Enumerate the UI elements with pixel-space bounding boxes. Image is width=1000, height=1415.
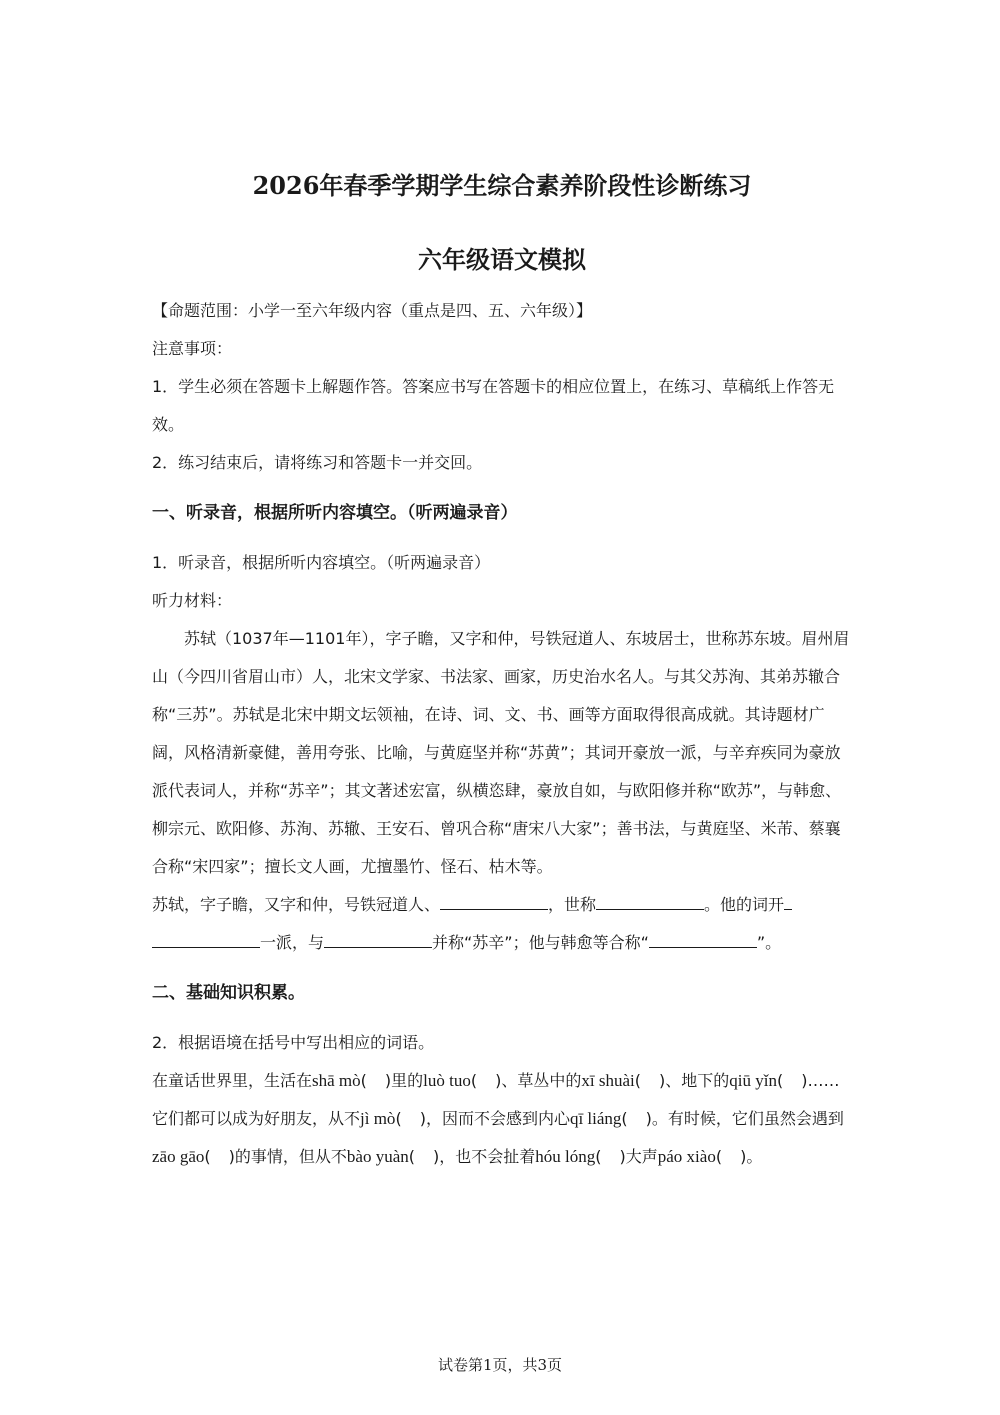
q2-text: ，因而不会感到内心 [425, 1109, 570, 1128]
answer-blank[interactable] [649, 931, 757, 948]
listening-passage: 苏轼（1037年—1101年），字子瞻，又字和仲，号铁冠道人、东坡居士，世称苏东坡。眉州眉山（今四川省眉山市）人，北宋文学家、书法家、画家，历史治水名人。与其父苏洵、其弟苏辙合称“三苏”。苏轼是北宋中期文坛领袖，在诗、词、文、书、画等方面取得很高成就。其诗题材广阔，风格清新豪健，善用夸张、比喻，与黄庭坚并称“苏黄”；其词开豪放一派，与辛弃疾同为豪放派代表词人，并称“苏辛”；其文著述宏富，纵横恣肆，豪放自如，与欧阳修并称“欧苏”，与韩愈、柳宗元、欧阳修、苏洵、苏辙、王安石、曾巩合称“唐宋八大家”；善书法，与黄庭坚、米芾、蔡襄合称“宋四家”；擅长文人画，尤擅墨竹、怪石、枯木等。 [152, 629, 850, 876]
answer-blank[interactable] [596, 893, 704, 910]
q2-text: ，也不会扯着 [439, 1147, 536, 1166]
question-2-body: 在童话世界里，生活在shā mò( )里的luò tuo( )、草丛中的xī shuài( )、地下的qiū yǐn( )……它们都可以成为好朋友，从不jì mò( )，因而不会感到内心qī liáng( )。有时候，它们虽然会遇到zāo gāo( )的事情，但从不bào yuàn( )，也不会扯着hóu lóng( )大声páo xiào( )。 [152, 1071, 844, 1166]
pinyin: zāo gāo [152, 1147, 205, 1166]
q2-text: ……它们都可以成为好朋友，从不 [152, 1071, 840, 1128]
answer-blank[interactable] [152, 931, 260, 948]
section-heading-2: 二、基础知识积累。 [152, 983, 305, 1003]
fill-text: 并称“苏辛”；他与韩愈等合称“ [432, 933, 649, 952]
listening-label: 听力材料： [152, 591, 233, 610]
answer-blank[interactable] [324, 931, 432, 948]
answer-blank[interactable] [784, 893, 792, 910]
scope-note: 【命题范围：小学一至六年级内容（重点是四、五、六年级）】 [152, 301, 593, 320]
pinyin: hóu lóng [535, 1147, 596, 1166]
page-footer: 试卷第1页，共3页 [437, 1356, 563, 1374]
q2-text: 在童话世界里，生活在 [152, 1071, 313, 1090]
answer-blank[interactable] [440, 893, 548, 910]
section-heading-1: 一、听录音，根据所听内容填空。（听两遍录音） [152, 503, 518, 523]
q2-text: 、地下的 [665, 1071, 730, 1090]
notice-item-1: 1．学生必须在答题卡上解题作答。答案应书写在答题卡的相应位置上，在练习、草稿纸上作答无效。 [152, 377, 835, 434]
page-title: 2026年春季学期学生综合素养阶段性诊断练习 [252, 171, 752, 200]
pinyin: páo xiào [657, 1147, 716, 1166]
pinyin: qī liáng [569, 1109, 622, 1128]
pinyin: xī shuài [581, 1071, 635, 1090]
fill-text: ”。 [756, 933, 782, 952]
pinyin: qiū yǐn [729, 1071, 777, 1090]
question-2-stem: 2．根据语境在括号中写出相应的词语。 [152, 1033, 435, 1052]
q2-text: 里的 [391, 1071, 424, 1090]
fill-text: 一派，与 [260, 933, 325, 952]
notice-item-2: 2．练习结束后，请将练习和答题卡一并交回。 [152, 453, 483, 472]
fill-text: ，世称 [548, 895, 597, 914]
pinyin: jì mò [360, 1109, 396, 1128]
fill-in-sentence [152, 886, 852, 962]
pinyin: luò tuo [423, 1071, 471, 1090]
q2-text: 大声 [625, 1147, 658, 1166]
q2-text: 、草丛中的 [501, 1071, 582, 1090]
page-content [152, 166, 852, 1176]
fill-text: 苏轼，字子瞻，又字和仲，号铁冠道人、 [152, 895, 441, 914]
page-subtitle: 六年级语文模拟 [418, 245, 586, 274]
question-1-stem: 1．听录音，根据所听内容填空。（听两遍录音） [152, 553, 491, 572]
q2-text: 。 [746, 1147, 763, 1166]
pinyin: shā mò [312, 1071, 361, 1090]
notice-heading: 注意事项： [152, 339, 233, 358]
fill-text: 。他的词开 [704, 895, 785, 914]
pinyin: bào yuàn [346, 1147, 409, 1166]
q2-text: 的事情，但从不 [234, 1147, 347, 1166]
q2-text: 。有时候，它们虽然会遇到 [651, 1109, 844, 1128]
